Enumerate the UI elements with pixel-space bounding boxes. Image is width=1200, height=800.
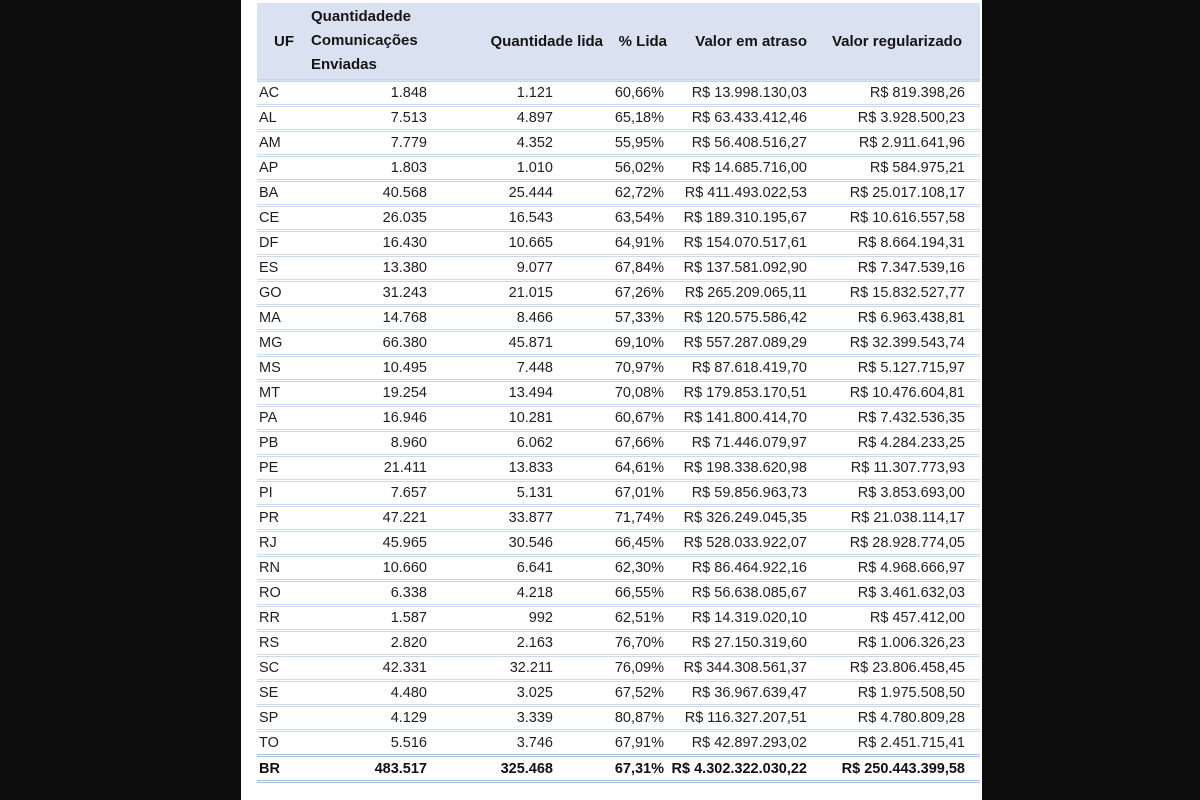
lida-cell: 5.131 xyxy=(435,482,605,507)
valor-atraso-cell: R$ 36.967.639,47 xyxy=(671,682,811,707)
enviadas-cell: 483.517 xyxy=(311,757,435,783)
pct-lida-cell: 70,08% xyxy=(605,382,671,407)
lida-cell: 45.871 xyxy=(435,332,605,357)
valor-regularizado-cell: R$ 32.399.543,74 xyxy=(811,332,980,357)
uf-cell: RJ xyxy=(257,532,311,557)
enviadas-cell: 7.657 xyxy=(311,482,435,507)
enviadas-cell: 31.243 xyxy=(311,282,435,307)
valor-regularizado-cell: R$ 2.451.715,41 xyxy=(811,732,980,757)
valor-regularizado-cell: R$ 250.443.399,58 xyxy=(811,757,980,783)
valor-regularizado-cell: R$ 23.806.458,45 xyxy=(811,657,980,682)
valor-atraso-cell: R$ 198.338.620,98 xyxy=(671,457,811,482)
uf-cell: AC xyxy=(257,82,311,107)
valor-regularizado-cell: R$ 7.347.539,16 xyxy=(811,257,980,282)
lida-cell: 992 xyxy=(435,607,605,632)
table-row xyxy=(257,182,980,207)
table-row xyxy=(257,557,980,582)
lida-cell: 32.211 xyxy=(435,657,605,682)
lida-cell: 13.494 xyxy=(435,382,605,407)
table-row xyxy=(257,332,980,357)
valor-atraso-cell: R$ 326.249.045,35 xyxy=(671,507,811,532)
lida-cell: 4.897 xyxy=(435,107,605,132)
enviadas-cell: 4.480 xyxy=(311,682,435,707)
header-word-de: de xyxy=(393,8,412,25)
lida-cell: 1.121 xyxy=(435,82,605,107)
enviadas-cell: 6.338 xyxy=(311,582,435,607)
enviadas-cell: 42.331 xyxy=(311,657,435,682)
valor-atraso-cell: R$ 557.287.089,29 xyxy=(671,332,811,357)
valor-regularizado-cell: R$ 457.412,00 xyxy=(811,607,980,632)
pct-lida-cell: 76,09% xyxy=(605,657,671,682)
pct-lida-cell: 64,61% xyxy=(605,457,671,482)
table-row xyxy=(257,432,980,457)
valor-atraso-cell: R$ 27.150.319,60 xyxy=(671,632,811,657)
uf-cell: AM xyxy=(257,132,311,157)
uf-cell: MA xyxy=(257,307,311,332)
valor-atraso-cell: R$ 86.464.922,16 xyxy=(671,557,811,582)
column-header-pct-lida: % Lida xyxy=(605,3,671,82)
enviadas-cell: 40.568 xyxy=(311,182,435,207)
header-line-1 xyxy=(311,5,412,29)
uf-cell: BA xyxy=(257,182,311,207)
uf-cell: PI xyxy=(257,482,311,507)
valor-atraso-cell: R$ 141.800.414,70 xyxy=(671,407,811,432)
uf-cell: MG xyxy=(257,332,311,357)
lida-cell: 3.025 xyxy=(435,682,605,707)
valor-atraso-cell: R$ 179.853.170,51 xyxy=(671,382,811,407)
enviadas-cell: 47.221 xyxy=(311,507,435,532)
table-row xyxy=(257,257,980,282)
valor-regularizado-cell: R$ 10.616.557,58 xyxy=(811,207,980,232)
column-header-valor-regularizado: Valor regularizado xyxy=(811,3,980,82)
valor-atraso-cell: R$ 56.638.085,67 xyxy=(671,582,811,607)
valor-atraso-cell: R$ 42.897.293,02 xyxy=(671,732,811,757)
table-body xyxy=(257,82,980,783)
lida-cell: 25.444 xyxy=(435,182,605,207)
table-row xyxy=(257,382,980,407)
valor-atraso-cell: R$ 116.327.207,51 xyxy=(671,707,811,732)
pct-lida-cell: 66,55% xyxy=(605,582,671,607)
table-row xyxy=(257,732,980,757)
pct-lida-cell: 76,70% xyxy=(605,632,671,657)
lida-cell: 30.546 xyxy=(435,532,605,557)
pct-lida-cell: 62,51% xyxy=(605,607,671,632)
valor-regularizado-cell: R$ 28.928.774,05 xyxy=(811,532,980,557)
uf-cell: ES xyxy=(257,257,311,282)
enviadas-cell: 16.430 xyxy=(311,232,435,257)
uf-cell: BR xyxy=(257,757,311,783)
pct-lida-cell: 80,87% xyxy=(605,707,671,732)
pct-lida-cell: 55,95% xyxy=(605,132,671,157)
lida-cell: 3.746 xyxy=(435,732,605,757)
uf-cell: SE xyxy=(257,682,311,707)
uf-cell: TO xyxy=(257,732,311,757)
valor-atraso-cell: R$ 63.433.412,46 xyxy=(671,107,811,132)
table-row xyxy=(257,532,980,557)
lida-cell: 10.281 xyxy=(435,407,605,432)
valor-regularizado-cell: R$ 819.398,26 xyxy=(811,82,980,107)
table-row xyxy=(257,682,980,707)
lida-cell: 325.468 xyxy=(435,757,605,783)
table-row xyxy=(257,82,980,107)
valor-regularizado-cell: R$ 5.127.715,97 xyxy=(811,357,980,382)
valor-regularizado-cell: R$ 10.476.604,81 xyxy=(811,382,980,407)
lida-cell: 21.015 xyxy=(435,282,605,307)
table-row xyxy=(257,357,980,382)
valor-atraso-cell: R$ 265.209.065,11 xyxy=(671,282,811,307)
enviadas-cell: 13.380 xyxy=(311,257,435,282)
uf-cell: RO xyxy=(257,582,311,607)
enviadas-cell: 5.516 xyxy=(311,732,435,757)
valor-atraso-cell: R$ 71.446.079,97 xyxy=(671,432,811,457)
lida-cell: 2.163 xyxy=(435,632,605,657)
lida-cell: 6.641 xyxy=(435,557,605,582)
table-row xyxy=(257,457,980,482)
uf-cell: MT xyxy=(257,382,311,407)
column-header-quantidade-enviadas xyxy=(311,3,435,82)
table-row xyxy=(257,157,980,182)
table-row xyxy=(257,482,980,507)
lida-cell: 6.062 xyxy=(435,432,605,457)
lida-cell: 16.543 xyxy=(435,207,605,232)
uf-cell: PE xyxy=(257,457,311,482)
valor-regularizado-cell: R$ 25.017.108,17 xyxy=(811,182,980,207)
pct-lida-cell: 66,45% xyxy=(605,532,671,557)
uf-cell: GO xyxy=(257,282,311,307)
uf-communications-table xyxy=(257,3,980,783)
valor-atraso-cell: R$ 137.581.092,90 xyxy=(671,257,811,282)
enviadas-cell: 26.035 xyxy=(311,207,435,232)
enviadas-cell: 19.254 xyxy=(311,382,435,407)
valor-regularizado-cell: R$ 3.461.632,03 xyxy=(811,582,980,607)
uf-cell: AL xyxy=(257,107,311,132)
table-row xyxy=(257,207,980,232)
valor-atraso-cell: R$ 154.070.517,61 xyxy=(671,232,811,257)
valor-regularizado-cell: R$ 4.284.233,25 xyxy=(811,432,980,457)
pct-lida-cell: 62,72% xyxy=(605,182,671,207)
enviadas-cell: 10.660 xyxy=(311,557,435,582)
uf-cell: DF xyxy=(257,232,311,257)
enviadas-cell: 4.129 xyxy=(311,707,435,732)
valor-regularizado-cell: R$ 1.006.326,23 xyxy=(811,632,980,657)
valor-atraso-cell: R$ 14.685.716,00 xyxy=(671,157,811,182)
valor-regularizado-cell: R$ 15.832.527,77 xyxy=(811,282,980,307)
valor-atraso-cell: R$ 59.856.963,73 xyxy=(671,482,811,507)
pct-lida-cell: 57,33% xyxy=(605,307,671,332)
table-row xyxy=(257,582,980,607)
table-row xyxy=(257,507,980,532)
pct-lida-cell: 62,30% xyxy=(605,557,671,582)
enviadas-cell: 8.960 xyxy=(311,432,435,457)
valor-atraso-cell: R$ 528.033.922,07 xyxy=(671,532,811,557)
valor-regularizado-cell: R$ 4.780.809,28 xyxy=(811,707,980,732)
uf-cell: RS xyxy=(257,632,311,657)
enviadas-cell: 1.587 xyxy=(311,607,435,632)
valor-atraso-cell: R$ 120.575.586,42 xyxy=(671,307,811,332)
valor-regularizado-cell: R$ 6.963.438,81 xyxy=(811,307,980,332)
valor-regularizado-cell: R$ 8.664.194,31 xyxy=(811,232,980,257)
uf-cell: RR xyxy=(257,607,311,632)
uf-cell: SP xyxy=(257,707,311,732)
table-row xyxy=(257,632,980,657)
valor-regularizado-cell: R$ 3.853.693,00 xyxy=(811,482,980,507)
pct-lida-cell: 60,66% xyxy=(605,82,671,107)
table-total-row xyxy=(257,757,980,783)
pct-lida-cell: 67,91% xyxy=(605,732,671,757)
pct-lida-cell: 67,26% xyxy=(605,282,671,307)
lida-cell: 4.352 xyxy=(435,132,605,157)
enviadas-cell: 45.965 xyxy=(311,532,435,557)
pct-lida-cell: 70,97% xyxy=(605,357,671,382)
pct-lida-cell: 67,52% xyxy=(605,682,671,707)
valor-atraso-cell: R$ 14.319.020,10 xyxy=(671,607,811,632)
header-line-2: Comunicações xyxy=(311,32,418,49)
uf-cell: SC xyxy=(257,657,311,682)
enviadas-cell: 14.768 xyxy=(311,307,435,332)
enviadas-cell: 21.411 xyxy=(311,457,435,482)
pct-lida-cell: 67,66% xyxy=(605,432,671,457)
enviadas-cell: 7.513 xyxy=(311,107,435,132)
table-row xyxy=(257,232,980,257)
column-header-uf: UF xyxy=(257,3,311,82)
valor-atraso-cell: R$ 56.408.516,27 xyxy=(671,132,811,157)
enviadas-cell: 66.380 xyxy=(311,332,435,357)
lida-cell: 7.448 xyxy=(435,357,605,382)
uf-cell: CE xyxy=(257,207,311,232)
valor-regularizado-cell: R$ 1.975.508,50 xyxy=(811,682,980,707)
valor-atraso-cell: R$ 13.998.130,03 xyxy=(671,82,811,107)
uf-cell: AP xyxy=(257,157,311,182)
pct-lida-cell: 67,31% xyxy=(605,757,671,783)
pct-lida-cell: 71,74% xyxy=(605,507,671,532)
pct-lida-cell: 67,84% xyxy=(605,257,671,282)
header-wrapped-text xyxy=(311,5,418,77)
enviadas-cell: 2.820 xyxy=(311,632,435,657)
pct-lida-cell: 65,18% xyxy=(605,107,671,132)
valor-atraso-cell: R$ 411.493.022,53 xyxy=(671,182,811,207)
table-row xyxy=(257,657,980,682)
valor-regularizado-cell: R$ 11.307.773,93 xyxy=(811,457,980,482)
valor-regularizado-cell: R$ 21.038.114,17 xyxy=(811,507,980,532)
column-header-valor-em-atraso: Valor em atraso xyxy=(671,3,811,82)
table-header-row xyxy=(257,3,980,82)
table-row xyxy=(257,107,980,132)
pct-lida-cell: 60,67% xyxy=(605,407,671,432)
lida-cell: 33.877 xyxy=(435,507,605,532)
lida-cell: 3.339 xyxy=(435,707,605,732)
uf-cell: PB xyxy=(257,432,311,457)
uf-cell: PA xyxy=(257,407,311,432)
uf-cell: RN xyxy=(257,557,311,582)
pct-lida-cell: 63,54% xyxy=(605,207,671,232)
table-row xyxy=(257,132,980,157)
pct-lida-cell: 64,91% xyxy=(605,232,671,257)
uf-cell: PR xyxy=(257,507,311,532)
valor-atraso-cell: R$ 4.302.322.030,22 xyxy=(671,757,811,783)
header-word-quantidade: Quantidade xyxy=(311,8,394,25)
lida-cell: 8.466 xyxy=(435,307,605,332)
valor-regularizado-cell: R$ 3.928.500,23 xyxy=(811,107,980,132)
uf-cell: MS xyxy=(257,357,311,382)
enviadas-cell: 7.779 xyxy=(311,132,435,157)
lida-cell: 1.010 xyxy=(435,157,605,182)
enviadas-cell: 16.946 xyxy=(311,407,435,432)
pct-lida-cell: 67,01% xyxy=(605,482,671,507)
enviadas-cell: 10.495 xyxy=(311,357,435,382)
lida-cell: 13.833 xyxy=(435,457,605,482)
valor-atraso-cell: R$ 87.618.419,70 xyxy=(671,357,811,382)
report-sheet xyxy=(241,0,982,800)
table-row xyxy=(257,307,980,332)
pct-lida-cell: 69,10% xyxy=(605,332,671,357)
table-row xyxy=(257,607,980,632)
valor-atraso-cell: R$ 189.310.195,67 xyxy=(671,207,811,232)
valor-atraso-cell: R$ 344.308.561,37 xyxy=(671,657,811,682)
table-row xyxy=(257,407,980,432)
lida-cell: 9.077 xyxy=(435,257,605,282)
valor-regularizado-cell: R$ 584.975,21 xyxy=(811,157,980,182)
valor-regularizado-cell: R$ 2.911.641,96 xyxy=(811,132,980,157)
lida-cell: 4.218 xyxy=(435,582,605,607)
header-line-3: Enviadas xyxy=(311,56,377,73)
table-row xyxy=(257,282,980,307)
enviadas-cell: 1.848 xyxy=(311,82,435,107)
table-row xyxy=(257,707,980,732)
column-header-quantidade-lida: Quantidade lida xyxy=(435,3,605,82)
lida-cell: 10.665 xyxy=(435,232,605,257)
pct-lida-cell: 56,02% xyxy=(605,157,671,182)
valor-regularizado-cell: R$ 4.968.666,97 xyxy=(811,557,980,582)
enviadas-cell: 1.803 xyxy=(311,157,435,182)
valor-regularizado-cell: R$ 7.432.536,35 xyxy=(811,407,980,432)
